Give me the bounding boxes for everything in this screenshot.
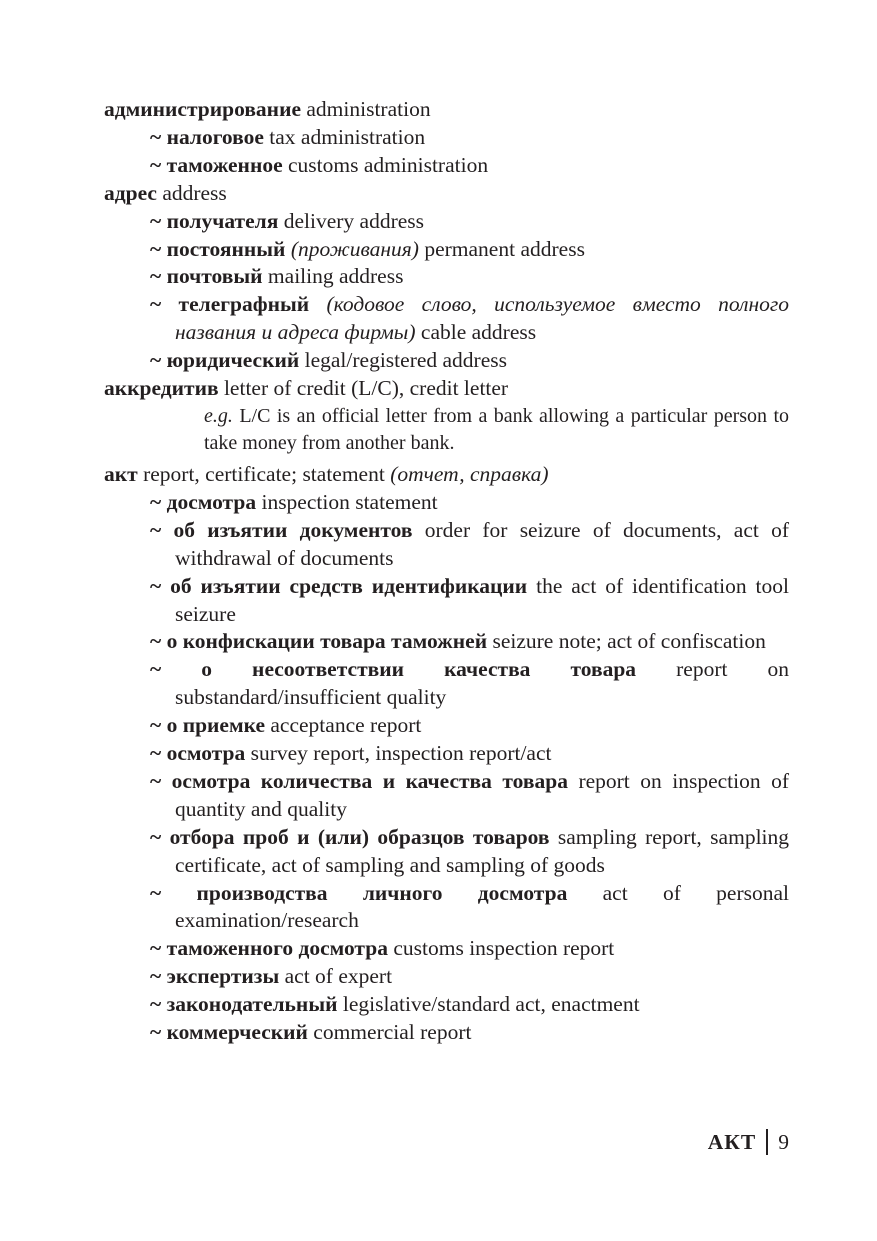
sub-entry: [104, 628, 789, 656]
headword: адрес: [104, 180, 157, 205]
sub-entry: [104, 517, 789, 573]
sub-term: отбора проб и (или) образцов товаров: [169, 824, 550, 849]
entry-adres: [104, 180, 789, 208]
sub-term: осмотра: [166, 741, 246, 766]
sub-entry: [104, 656, 789, 712]
tilde: ~: [150, 348, 162, 373]
headword-translation: address: [162, 180, 227, 205]
sub-translation: seizure note; act of confiscation: [492, 629, 766, 654]
sub-note: (кодовое слово, используемое вместо полного названия и адреса фирмы): [175, 292, 790, 345]
sub-entry: [104, 740, 789, 768]
running-footer: [708, 1128, 789, 1156]
sub-entry: [104, 347, 789, 375]
headword: аккредитив: [104, 376, 219, 401]
entry-administrirovanie: [104, 96, 789, 124]
sub-term: о приемке: [166, 713, 266, 738]
sub-translation: mailing address: [267, 264, 404, 289]
sub-term: об изъятии средств идентификации: [170, 573, 528, 598]
headword: администрирование: [104, 97, 301, 121]
sub-term: о несоответствии качества товара: [201, 657, 637, 682]
tilde: ~: [150, 824, 162, 849]
sub-term: осмотра количества и качества товара: [171, 768, 568, 793]
sub-entry: [104, 768, 789, 824]
sub-entry: [104, 1019, 789, 1047]
sub-term: телеграфный: [178, 292, 310, 317]
usage-example: [104, 403, 789, 457]
sub-translation: sampling report, sampling certificate, act of sampling and sampling of goods: [175, 824, 790, 877]
example-text: L/C is an official letter from a bank allowing a particular person to take money from another bank.: [204, 404, 790, 454]
headword-translation: report, certificate; statement: [143, 461, 385, 486]
sub-term: досмотра: [166, 489, 257, 514]
dictionary-page: [104, 96, 789, 1047]
sub-term: экспертизы: [166, 964, 280, 989]
sub-term: почтовый: [166, 264, 263, 289]
sub-entry: [104, 573, 789, 629]
section-label: АКТ: [707, 1130, 757, 1154]
sub-term: об изъятии документов: [173, 517, 413, 542]
sub-entry: [104, 991, 789, 1019]
tilde: ~: [150, 936, 162, 961]
tilde: ~: [150, 629, 162, 654]
sub-term: налоговое: [166, 124, 264, 149]
sub-translation: legislative/standard act, enactment: [342, 992, 640, 1017]
sub-translation: act of personal examination/research: [175, 880, 790, 933]
sub-entry: [104, 263, 789, 291]
tilde: ~: [150, 489, 162, 514]
sub-note: (проживания): [290, 236, 419, 261]
sub-translation: customs inspection report: [393, 936, 615, 961]
example-label: e.g.: [204, 404, 233, 427]
sub-entry: [104, 124, 789, 152]
sub-translation: tax administration: [269, 124, 426, 149]
sub-entry: [104, 489, 789, 517]
sub-term: о конфискации товара таможней: [166, 629, 488, 654]
sub-term: законодательный: [166, 992, 338, 1017]
tilde: ~: [150, 768, 162, 793]
sub-translation: inspection statement: [261, 489, 438, 514]
entry-akkreditiv: [104, 375, 789, 403]
sub-translation: acceptance report: [270, 713, 422, 738]
sub-translation: delivery address: [283, 208, 425, 233]
tilde: ~: [150, 208, 162, 233]
sub-term: таможенное: [166, 152, 283, 177]
entry-akt: [104, 461, 789, 489]
sub-entry: [104, 208, 789, 236]
sub-translation: order for seizure of documents, act of withdrawal of documents: [175, 517, 789, 570]
sub-translation: commercial report: [313, 1020, 472, 1045]
sub-entry: [104, 291, 789, 347]
sub-entry: [104, 236, 789, 264]
sub-translation: permanent address: [424, 236, 585, 261]
tilde: ~: [150, 124, 162, 149]
headword-note: (отчет, справка): [390, 461, 549, 486]
tilde: ~: [150, 573, 162, 598]
tilde: ~: [150, 741, 162, 766]
sub-translation: cable address: [420, 320, 537, 345]
sub-entry: [104, 712, 789, 740]
tilde: ~: [150, 964, 162, 989]
sub-entry: [104, 963, 789, 991]
sub-entry: [104, 935, 789, 963]
tilde: ~: [150, 517, 162, 542]
sub-translation: act of expert: [284, 964, 393, 989]
sub-term: юридический: [166, 348, 300, 373]
tilde: ~: [150, 880, 162, 905]
tilde: ~: [150, 152, 162, 177]
headword-translation: administration: [306, 97, 431, 121]
tilde: ~: [150, 713, 162, 738]
sub-entry: [104, 880, 789, 936]
tilde: ~: [150, 292, 162, 317]
page-number: 9: [778, 1130, 789, 1154]
sub-term: получателя: [166, 208, 279, 233]
sub-term: коммерческий: [166, 1020, 308, 1045]
akt-sub-entries: [104, 489, 789, 1047]
tilde: ~: [150, 264, 162, 289]
footer-divider: [766, 1129, 768, 1155]
tilde: ~: [150, 992, 162, 1017]
headword: акт: [104, 461, 138, 486]
sub-term: постоянный: [166, 236, 286, 261]
sub-translation: report on substandard/insufficient quality: [175, 657, 790, 710]
tilde: ~: [150, 236, 162, 261]
sub-translation: survey report, inspection report/act: [250, 741, 552, 766]
sub-translation: the act of identification tool seizure: [175, 573, 790, 626]
sub-translation: report on inspection of quantity and quality: [175, 768, 789, 821]
sub-translation: customs administration: [288, 152, 489, 177]
sub-translation: legal/registered address: [304, 348, 507, 373]
sub-term: производства личного досмотра: [196, 880, 568, 905]
tilde: ~: [150, 1020, 162, 1045]
sub-entry: [104, 824, 789, 880]
sub-term: таможенного досмотра: [166, 936, 388, 961]
tilde: ~: [150, 657, 162, 682]
headword-translation: letter of credit (L/C), credit letter: [223, 376, 509, 401]
sub-entry: [104, 152, 789, 180]
